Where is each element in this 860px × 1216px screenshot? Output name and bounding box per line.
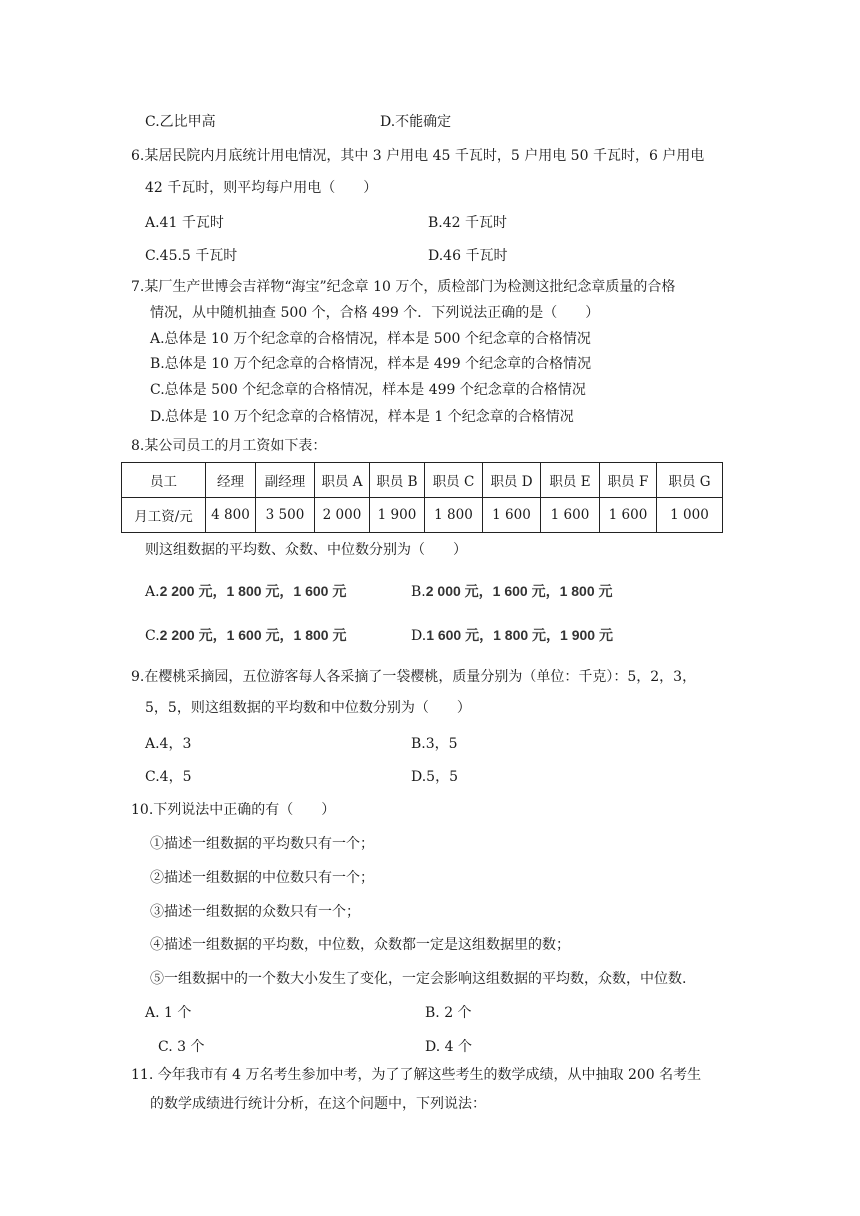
table-cell: 1 800: [425, 498, 483, 533]
option-prefix: D.: [411, 628, 427, 644]
q6-option-a: A.41 千瓦时: [145, 215, 224, 231]
q10-statement-3: ③描述一组数据的众数只有一个；: [150, 904, 360, 920]
q10-statement-1: ①描述一组数据的平均数只有一个；: [150, 836, 374, 852]
q9-option-a: A.4，3: [145, 736, 192, 752]
option-prefix: A.: [145, 584, 160, 600]
q7-stem-line1: 7.某厂生产世博会吉祥物“海宝”纪念章 10 万个，质检部门为检测这批纪念章质量的合格: [131, 279, 676, 295]
q6-stem-line2: 42 千瓦时，则平均每户用电（ ）: [145, 180, 378, 196]
q7-option-c: C.总体是 500 个纪念章的合格情况，样本是 499 个纪念章的合格情况: [150, 382, 586, 398]
q10-statement-2: ②描述一组数据的中位数只有一个；: [150, 870, 374, 886]
table-row: [122, 498, 723, 533]
q8-option-c: [145, 625, 346, 646]
table-cell: 1 900: [370, 498, 425, 533]
q5-option-d: D.不能确定: [380, 114, 452, 130]
q8-option-a: [145, 581, 346, 602]
option-text: 2 000 元，1 600 元，1 800 元: [425, 583, 613, 599]
table-cell: 3 500: [256, 498, 315, 533]
option-text: 2 200 元，1 600 元，1 800 元: [159, 627, 347, 643]
q5-option-c: C.乙比甲高: [145, 114, 216, 130]
q7-option-a: A.总体是 10 万个纪念章的合格情况，样本是 500 个纪念章的合格情况: [150, 331, 591, 347]
q7-option-d: D.总体是 10 万个纪念章的合格情况，样本是 1 个纪念章的合格情况: [150, 409, 574, 425]
table-cell: 副经理: [256, 463, 315, 498]
table-cell: 1 600: [541, 498, 600, 533]
table-header-row: [122, 463, 723, 498]
q8-option-b: [411, 581, 613, 602]
q9-option-b: B.3，5: [411, 736, 458, 752]
q9-stem-line1: 9.在樱桃采摘园，五位游客每人各采摘了一袋樱桃，质量分别为（单位：千克）：5，2，3，: [131, 669, 697, 685]
q10-option-c: C. 3 个: [158, 1039, 205, 1055]
table-cell: 1 000: [657, 498, 723, 533]
table-cell: 职员 C: [425, 463, 483, 498]
q11-stem-line1: 11. 今年我市有 4 万名考生参加中考，为了了解这些考生的数学成绩，从中抽取 200 名考生: [131, 1067, 702, 1083]
table-cell: 职员 G: [657, 463, 723, 498]
q10-option-d: D. 4 个: [425, 1039, 472, 1055]
table-cell: 职员 E: [541, 463, 600, 498]
q9-stem-line2: 5，5，则这组数据的平均数和中位数分别为（ ）: [145, 700, 471, 716]
option-text: 2 200 元，1 800 元，1 600 元: [159, 583, 347, 599]
table-cell: 员工: [122, 463, 206, 498]
q6-option-c: C.45.5 千瓦时: [145, 248, 238, 264]
q6-option-b: B.42 千瓦时: [428, 215, 508, 231]
q7-stem-line2: 情况，从中随机抽查 500 个，合格 499 个．下列说法正确的是（ ）: [150, 305, 600, 321]
table-cell: 1 600: [600, 498, 657, 533]
table-cell: 4 800: [206, 498, 256, 533]
q10-stem: 10.下列说法中正确的有（ ）: [131, 802, 336, 818]
q7-option-b: B.总体是 10 万个纪念章的合格情况，样本是 499 个纪念章的合格情况: [150, 356, 592, 372]
option-prefix: B.: [411, 584, 426, 600]
q8-question: 则这组数据的平均数、众数、中位数分别为（ ）: [145, 542, 467, 558]
table-cell: 职员 A: [315, 463, 370, 498]
q9-option-c: C.4，5: [145, 769, 192, 785]
q8-stem: 8.某公司员工的月工资如下表：: [131, 438, 327, 454]
option-prefix: C.: [145, 628, 160, 644]
q6-stem-line1: 6.某居民院内月底统计用电情况，其中 3 户用电 45 千瓦时，5 户用电 50 千瓦时，6 户用电: [131, 148, 705, 164]
table-cell: 职员 B: [370, 463, 425, 498]
q10-option-b: B. 2 个: [425, 1005, 472, 1021]
option-text: 1 600 元，1 800 元，1 900 元: [426, 627, 613, 643]
q6-option-d: D.46 千瓦时: [428, 248, 508, 264]
q8-option-d: [411, 625, 613, 646]
table-cell: 2 000: [315, 498, 370, 533]
q9-option-d: D.5，5: [411, 769, 458, 785]
q11-stem-line2: 的数学成绩进行统计分析，在这个问题中，下列说法：: [150, 1096, 486, 1112]
q10-statement-4: ④描述一组数据的平均数，中位数，众数都一定是这组数据里的数；: [150, 937, 570, 953]
table-cell: 经理: [206, 463, 256, 498]
salary-table: [121, 462, 723, 533]
q10-statement-5: ⑤一组数据中的一个数大小发生了变化，一定会影响这组数据的平均数，众数，中位数.: [150, 971, 687, 987]
q10-option-a: A. 1 个: [145, 1005, 192, 1021]
table-cell: 月工资/元: [122, 498, 206, 533]
table-cell: 职员 D: [483, 463, 541, 498]
table-cell: 1 600: [483, 498, 541, 533]
table-cell: 职员 F: [600, 463, 657, 498]
